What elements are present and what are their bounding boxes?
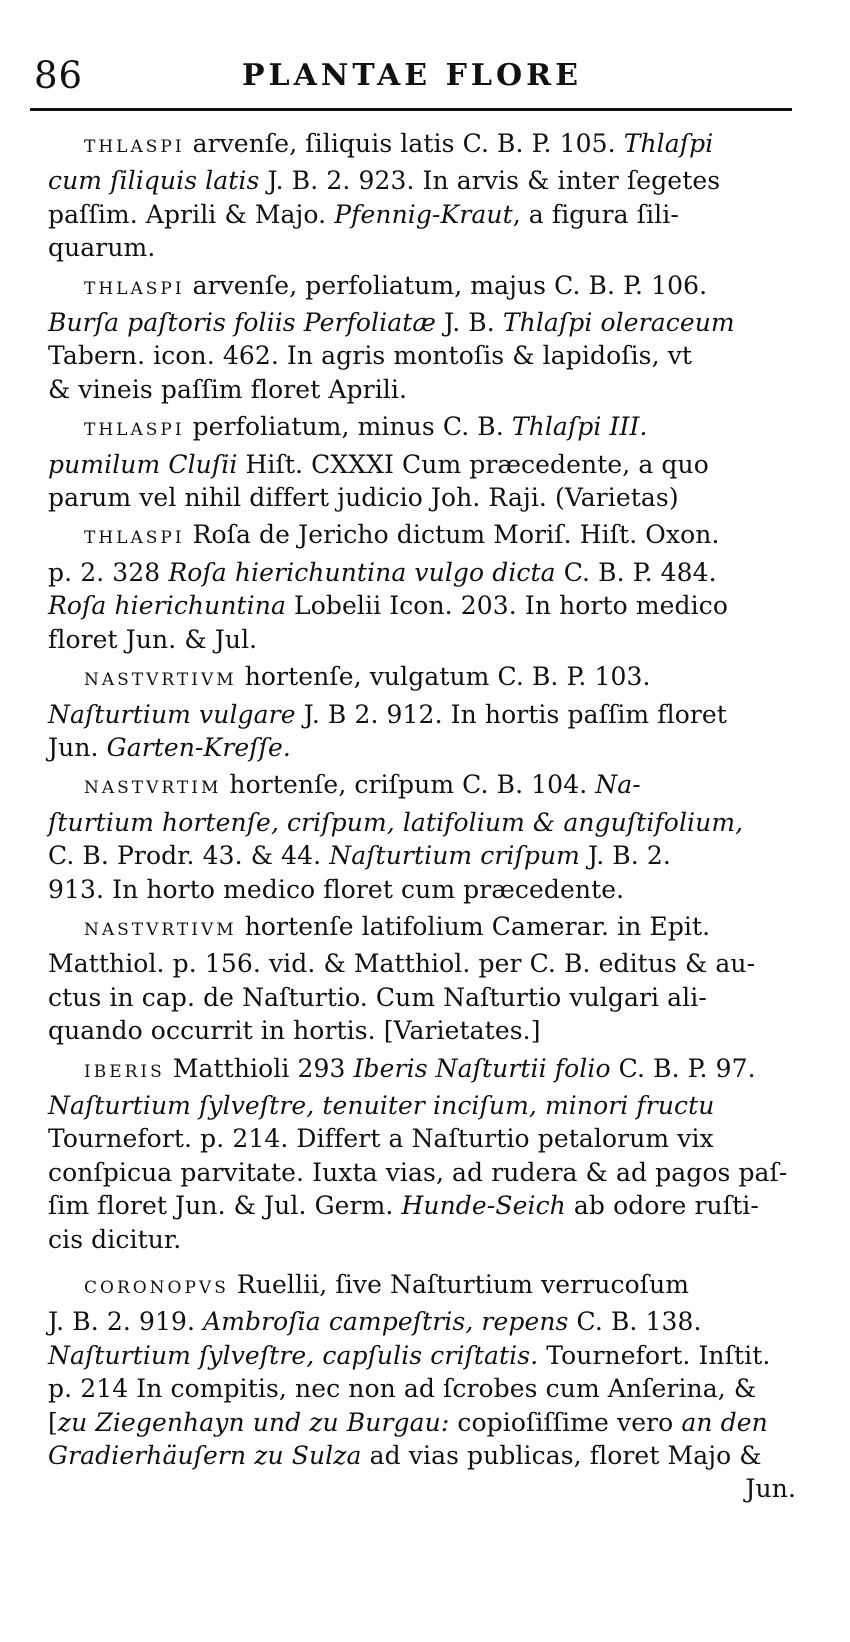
plant-genus-name: THLASPI bbox=[84, 528, 185, 549]
text-segment: Tabern. icon. 462. In agris montoſis & lapidoſis, vt bbox=[48, 341, 693, 371]
italic-citation: ſturtium hortenſe, criſpum, latifolium & anguſtifolium, bbox=[48, 807, 744, 837]
plant-genus-name: NASTVRTIM bbox=[84, 778, 222, 799]
text-segment: arvenſe, ſiliquis latis C. B. P. 105. bbox=[184, 129, 624, 158]
text-segment: J. B. 2. bbox=[579, 841, 671, 871]
text-segment: ctus in cap. de Naſturtio. Cum Naſturtio vulgari ali- bbox=[48, 982, 707, 1012]
text-line bbox=[48, 731, 818, 764]
text-segment: C. B. P. 484. bbox=[555, 557, 717, 587]
italic-citation: zu Ziegenhayn und zu Burgau: bbox=[57, 1407, 450, 1437]
italic-citation: cum ſiliquis latis bbox=[48, 166, 260, 196]
text-line bbox=[48, 806, 818, 839]
plant-entry bbox=[48, 127, 818, 265]
body-text bbox=[48, 127, 818, 1510]
italic-citation: Naſturtium criſpum bbox=[329, 841, 580, 871]
italic-citation: Ambroſia campeſtris, repens bbox=[203, 1307, 569, 1337]
italic-citation: Gradierhäuſern zu Sulza bbox=[48, 1441, 362, 1471]
text-line bbox=[48, 1052, 818, 1089]
text-line bbox=[48, 1339, 818, 1372]
text-segment: conſpicua parvitate. Iuxta vias, ad rudera & ad pagos paſ- bbox=[48, 1157, 788, 1187]
italic-citation: Thlaſpi oleraceum bbox=[502, 308, 735, 338]
text-line bbox=[48, 198, 818, 231]
text-segment: Jun. bbox=[48, 732, 107, 762]
text-line bbox=[48, 1122, 818, 1155]
text-line bbox=[48, 1156, 818, 1189]
text-segment: cis dicitur. bbox=[48, 1224, 182, 1254]
text-segment: Jun. bbox=[745, 1474, 796, 1504]
plant-genus-name: NASTVRTIVM bbox=[84, 919, 237, 940]
text-segment: C. B. Prodr. 43. & 44. bbox=[48, 841, 330, 871]
text-line bbox=[48, 1223, 818, 1256]
italic-citation: an den bbox=[681, 1407, 768, 1437]
plant-entry bbox=[48, 269, 818, 407]
text-line bbox=[48, 164, 818, 197]
italic-citation: Naſturtium ſylveſtre, tenuiter inciſum, minori fructu bbox=[48, 1090, 715, 1120]
text-line bbox=[48, 947, 818, 980]
italic-citation: Thlaſpi bbox=[623, 129, 714, 158]
text-segment: ab odore ruſti- bbox=[565, 1191, 759, 1221]
text-line bbox=[48, 623, 818, 656]
text-line bbox=[48, 1268, 818, 1305]
text-line bbox=[48, 481, 818, 514]
plant-genus-name: THLASPI bbox=[84, 420, 185, 441]
italic-citation: Hunde-Seich bbox=[401, 1191, 566, 1221]
text-line bbox=[48, 339, 818, 372]
text-segment: copioſiſſime vero bbox=[449, 1407, 682, 1437]
text-segment: C. B. 138. bbox=[568, 1307, 702, 1337]
plant-entry bbox=[48, 518, 818, 656]
plant-entry bbox=[48, 1052, 818, 1256]
text-segment: Matthiol. p. 156. vid. & Matthiol. per C. B. editus & au- bbox=[48, 949, 756, 979]
text-segment: perfoliatum, minus C. B. bbox=[184, 412, 512, 442]
text-segment: floret Jun. & Jul. bbox=[48, 624, 258, 654]
text-segment: hortenſe, criſpum C. B. 104. bbox=[221, 770, 596, 800]
plant-genus-name: IBERIS bbox=[84, 1061, 165, 1082]
text-segment: parum vel nihil differt judicio Joh. Raji. (Varietas) bbox=[48, 483, 679, 513]
text-segment: ſim floret Jun. & Jul. Germ. bbox=[48, 1191, 402, 1221]
text-line bbox=[48, 698, 818, 731]
italic-citation: Thlaſpi III. bbox=[511, 412, 648, 442]
italic-citation: pumilum Cluſii bbox=[48, 449, 238, 479]
text-line bbox=[48, 1089, 818, 1122]
text-line bbox=[48, 1372, 818, 1405]
text-segment: , a figura ſili- bbox=[512, 199, 679, 229]
text-line bbox=[48, 981, 818, 1014]
italic-citation: Iberis Naſturtii folio bbox=[353, 1053, 611, 1083]
text-line bbox=[48, 518, 818, 555]
plant-entry bbox=[48, 410, 818, 514]
italic-citation: Pfennig-Kraut bbox=[334, 199, 513, 229]
text-segment: quando occurrit in hortis. [Varietates.] bbox=[48, 1016, 541, 1046]
text-segment: p. 2. 328 bbox=[48, 557, 169, 587]
italic-citation: Burſa paſtoris foliis Perfoliatæ bbox=[48, 308, 436, 338]
plant-genus-name: THLASPI bbox=[84, 137, 185, 157]
running-head: PLANTAE FLORE bbox=[242, 58, 582, 93]
italic-citation: Naſturtium vulgare bbox=[48, 699, 296, 729]
text-line bbox=[48, 839, 818, 872]
italic-citation: Naſturtium ſylveſtre, capſulis criſtatis. bbox=[48, 1340, 539, 1370]
plant-genus-name: NASTVRTIVM bbox=[84, 670, 237, 691]
text-line bbox=[48, 589, 818, 622]
plant-genus-name: THLASPI bbox=[84, 278, 185, 299]
text-segment: p. 214 In compitis, nec non ad ſcrobes cum Anſerina, & bbox=[48, 1374, 757, 1404]
text-line bbox=[48, 231, 818, 264]
text-line bbox=[48, 1305, 818, 1338]
plant-entry bbox=[48, 768, 818, 906]
text-line bbox=[48, 873, 818, 906]
plant-genus-name: CORONOPVS bbox=[84, 1278, 229, 1298]
text-segment: Lobelii Icon. 203. In horto medico bbox=[285, 591, 728, 621]
text-segment: J. B 2. 912. In hortis paſſim floret bbox=[295, 699, 727, 729]
italic-citation: Roſa hierichuntina bbox=[48, 591, 286, 621]
plant-entry bbox=[48, 660, 818, 764]
text-line bbox=[48, 448, 818, 481]
text-segment: 913. In horto medico floret cum præcedente. bbox=[48, 874, 625, 904]
text-segment: Ruellii, ſive Naſturtium verrucoſum bbox=[228, 1270, 690, 1299]
text-segment: & vineis paſſim floret Aprili. bbox=[48, 374, 408, 404]
text-line bbox=[48, 410, 818, 447]
text-line bbox=[48, 1439, 818, 1472]
text-line bbox=[48, 660, 818, 697]
text-line bbox=[48, 373, 818, 406]
text-segment: Tournefort. Inſtit. bbox=[538, 1340, 771, 1370]
text-segment: J. B. 2. 923. In arvis & inter ſegetes bbox=[259, 166, 721, 196]
text-segment: Tournefort. p. 214. Differt a Naſturtio petalorum vix bbox=[48, 1124, 714, 1154]
text-line bbox=[48, 269, 818, 306]
plant-entry bbox=[48, 1268, 818, 1506]
text-segment: ad vias publicas, floret Majo & bbox=[361, 1441, 762, 1471]
header-rule bbox=[30, 108, 792, 111]
text-segment: J. B. 2. 919. bbox=[48, 1307, 204, 1337]
text-segment: hortenſe, vulgatum C. B. P. 103. bbox=[236, 662, 651, 692]
text-line bbox=[48, 768, 818, 805]
text-line bbox=[48, 127, 818, 164]
page-header bbox=[30, 52, 810, 102]
plant-entry bbox=[48, 910, 818, 1048]
text-line bbox=[48, 306, 818, 339]
text-segment: arvenſe, perfoliatum, majus C. B. P. 106. bbox=[184, 270, 708, 300]
text-segment: Roſa de Jericho dictum Moriſ. Hiſt. Oxon. bbox=[184, 520, 720, 550]
text-line bbox=[48, 1406, 818, 1439]
text-line bbox=[48, 1189, 818, 1222]
italic-citation: Roſa hierichuntina vulgo dicta bbox=[168, 557, 556, 587]
text-line bbox=[48, 1014, 818, 1047]
text-segment: J. B. bbox=[435, 308, 503, 338]
text-line bbox=[48, 910, 818, 947]
text-segment: quarum. bbox=[48, 233, 156, 263]
page-number: 86 bbox=[34, 54, 84, 97]
text-line bbox=[48, 1472, 818, 1505]
italic-citation: Na- bbox=[595, 770, 641, 800]
text-segment: hortenſe latifolium Camerar. in Epit. bbox=[236, 911, 711, 941]
text-segment: Hiſt. CXXXI Cum præcedente, a quo bbox=[237, 449, 709, 479]
italic-citation: Garten-Kreſſe. bbox=[106, 732, 291, 762]
text-line bbox=[48, 556, 818, 589]
text-segment: C. B. P. 97. bbox=[610, 1053, 756, 1083]
text-segment: Matthioli 293 bbox=[164, 1053, 354, 1083]
text-segment: [ bbox=[48, 1407, 58, 1437]
text-segment: paſſim. Aprili & Majo. bbox=[48, 199, 335, 229]
